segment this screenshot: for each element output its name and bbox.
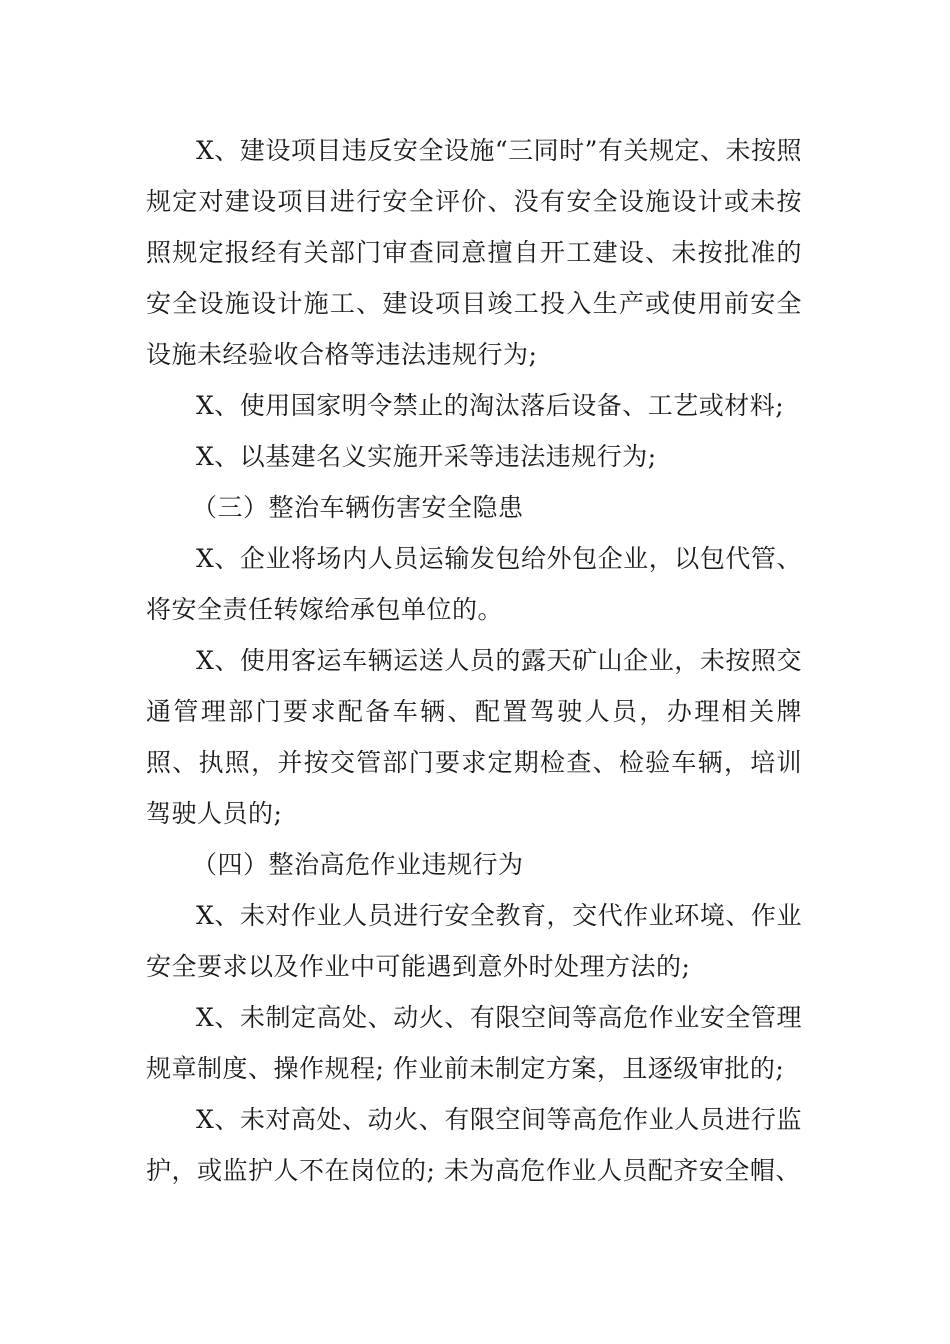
document-body <box>146 125 802 1196</box>
paragraph-safety-education: X、未对作业人员进行安全教育，交代作业环境、作业安全要求以及作业中可能遇到意外时处理方法的; <box>146 901 802 981</box>
section-heading-vehicle-hazards: （三）整治车辆伤害安全隐患 <box>192 493 524 522</box>
paragraph-passenger-vehicles: X、使用客运车辆运送人员的露天矿山企业，未按照交通管理部门要求配备车辆、配置驾驶人员，办理相关牌照、执照，并按交管部门要求定期检查、检验车辆，培训驾驶人员的; <box>146 646 802 828</box>
paragraph-banned-equipment: X、使用国家明令禁止的淘汰落后设备、工艺或材料; <box>196 391 785 420</box>
paragraph-outsourced-transport: X、企业将场内人员运输发包给外包企业，以包代管、将安全责任转嫁给承包单位的。 <box>146 544 802 624</box>
paragraph-management-rules: X、未制定高处、动火、有限空间等高危作业安全管理规章制度、操作规程; 作业前未制定方案，且逐级审批的; <box>146 1003 802 1083</box>
paragraph-construction-violations: X、建设项目违反安全设施“三同时”有关规定、未按照规定对建设项目进行安全评价、没有安全设施设计或未按照规定报经有关部门审查同意擅自开工建设、未按批准的安全设施设计施工、建设项目竣工投入生产或使用前安全设施未经验收合格等违法违规行为; <box>146 136 802 369</box>
paragraph-infrastructure-mining: X、以基建名义实施开采等违法违规行为; <box>196 442 657 471</box>
paragraph-supervision: X、未对高处、动火、有限空间等高危作业人员进行监护，或监护人不在岗位的; 未为高危作业人员配齐安全帽、 <box>146 1105 802 1185</box>
section-heading-high-risk-operations: （四）整治高危作业违规行为 <box>192 850 524 879</box>
